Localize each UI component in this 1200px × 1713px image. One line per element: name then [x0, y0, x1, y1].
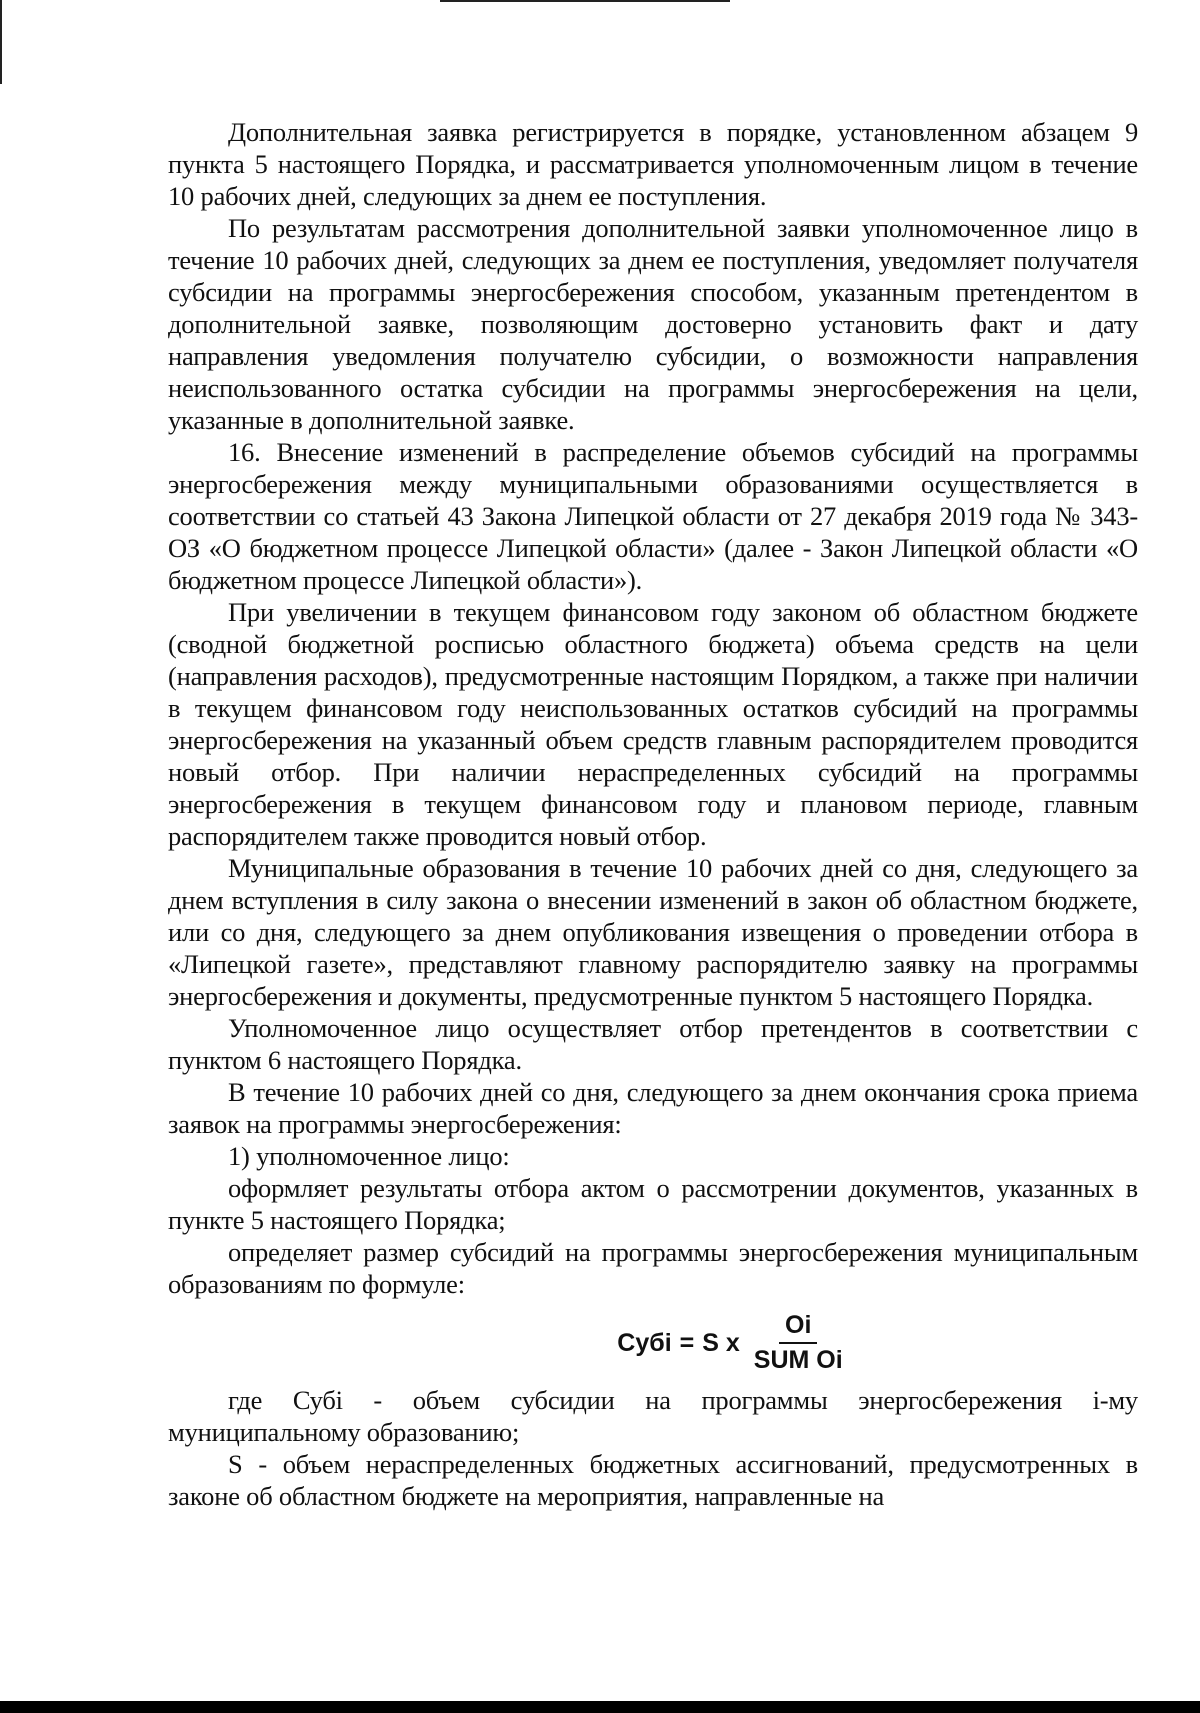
scan-edge-bottom — [0, 1701, 1200, 1713]
document-page — [168, 116, 1138, 1512]
paragraph-ten-days: В течение 10 рабочих дней со дня, следующего за днем окончания срока приема заявок на программы энергосбережения: — [168, 1077, 1138, 1139]
formula-coefficient: S x — [702, 1328, 740, 1357]
paragraph-municipal-applications: Муниципальные образования в течение 10 рабочих дней со дня, следующего за днем вступления в силу закона о внесении изменений в закон об областном бюджете, или со дня, следующего за днем опубликования извещения о проведении отбора в «Липецкой газете», представляют главному распорядителю заявку на программы энергосбережения и документы, предусмотренные пунктом 5 настоящего Порядка. — [168, 853, 1138, 1011]
formula-fraction — [748, 1311, 849, 1375]
paragraph-formalizes: оформляет результаты отбора актом о рассмотрении документов, указанных в пункте 5 настоящего Порядка; — [168, 1173, 1138, 1235]
paragraph-budget-increase: При увеличении в текущем финансовом году законом об областном бюджете (сводной бюджетной росписью областного бюджета) объема средств на цели (направления расходов), предусмотренные настоящим Порядком, а также при наличии в текущем финансовом году неиспользованных остатков субсидий на программы энергосбережения на указанный объем средств главным распорядителем проводится новый отбор. При наличии нераспределенных субсидий на программы энергосбережения в текущем финансовом году и плановом периоде, главным распорядителем также проводится новый отбор. — [168, 597, 1138, 851]
subsidy-formula — [168, 1306, 1138, 1380]
paragraph-review-results: По результатам рассмотрения дополнительной заявки уполномоченное лицо в течение 10 рабочих дней, следующих за днем ее поступления, уведомляет получателя субсидии на программы энергосбережения способом, указанным претендентом в дополнительной заявке, позволяющим достоверно установить факт и дату направления уведомления получателю субсидии, о возможности направления неиспользованного остатка субсидии на программы энергосбережения на цели, указанные в дополнительной заявке. — [168, 213, 1138, 435]
paragraph-where-sub: где Субi - объем субсидии на программы энергосбережения i-му муниципальному образованию; — [168, 1385, 1138, 1447]
formula-equals: = — [679, 1328, 695, 1357]
paragraph-additional-application: Дополнительная заявка регистрируется в порядке, установленном абзацем 9 пункта 5 настоящего Порядка, и рассматривается уполномоченным лицом в течение 10 рабочих дней, следующих за днем ее поступления. — [168, 117, 1138, 211]
paragraph-s-definition: S - объем нераспределенных бюджетных ассигнований, предусмотренных в законе об областном бюджете на мероприятия, направленные на — [168, 1449, 1138, 1511]
paragraph-item-16: 16. Внесение изменений в распределение объемов субсидий на программы энергосбережения между муниципальными образованиями осуществляется в соответствии со статьей 43 Закона Липецкой области от 27 декабря 2019 года № 343-ОЗ «О бюджетном процессе Липецкой области» (далее - Закон Липецкой области «О бюджетном процессе Липецкой области»). — [168, 437, 1138, 595]
formula-denominator: SUM Oi — [753, 1346, 843, 1374]
paragraph-determines: определяет размер субсидий на программы энергосбережения муниципальным образованиям по формуле: — [168, 1237, 1138, 1299]
formula-lhs: Субi — [617, 1328, 672, 1357]
scan-edge-left — [0, 0, 2, 84]
paragraph-authorized-person: 1) уполномоченное лицо: — [228, 1141, 510, 1171]
paragraph-selection: Уполномоченное лицо осуществляет отбор претендентов в соответствии с пунктом 6 настоящего Порядка. — [168, 1013, 1138, 1075]
scan-edge-top — [440, 0, 730, 2]
formula-numerator: Oi — [779, 1311, 817, 1344]
